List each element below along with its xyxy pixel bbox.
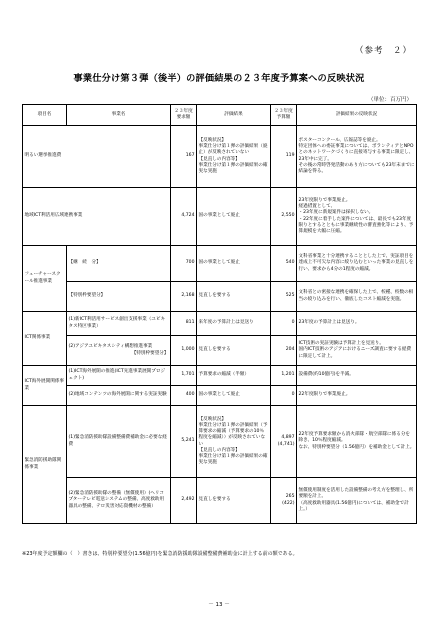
table-row [23, 336, 417, 366]
header-request: ２３年度 要求額 [171, 105, 197, 126]
header-item: 項目名 [23, 105, 67, 126]
reflection-status: ICT技術の実証実験は予算計上を見送り。 国内ICT技術のアジアにおけるニーズ調査に要する経費に限定して計上。 [297, 336, 417, 366]
reflection-status: 23年度の予算計上は見送り。 [297, 312, 417, 336]
table-row [23, 188, 417, 246]
item-name: 地域ICT利活用広域連携事業 [23, 188, 171, 246]
reflection-status: ポスターコンクール、広報誌等を廃止。 特定団体への委託事業については、ボランティアとNPOとのネットワークづくりに直接寄与する事業に限定し、23年中に完了。 その後の常時啓発活動のあり方についても23年末までに結論を得る。 [297, 126, 417, 188]
item-name: ICT関係事業 [23, 312, 67, 366]
reflection-status: 22年度予算要求額から消火部隊・航空部隊に係る分を除き、10％程度縮減。 なお、特別枠要望分（1.56億円）を補助金として計上。 [297, 406, 417, 478]
request-amount: 4,724 [171, 188, 197, 246]
request-amount: 1,000 [171, 336, 197, 366]
reflection-status: 無償使用制度を活用した設備整備の考え方を整理し、所要額を計上。 （高度救助用器具(1.56億円)については、補助金で計上。） [297, 478, 417, 524]
request-amount: 2,168 [171, 282, 197, 312]
reference-label: （参考 ２） [354, 46, 412, 56]
request-amount: 5,241 [171, 406, 197, 478]
table-row [23, 126, 417, 188]
header-budget: ２３年度 予算額 [271, 105, 297, 126]
evaluation-result: 【反映状況】 事業仕分け第１弾の評価結果（予算要求の縮減（予算要求の10％程度を縮減））が反映されていない 【見直しの内容等】 事業仕分け第１弾の評価結果の確実な実施 [197, 406, 271, 478]
request-amount: 400 [171, 386, 197, 406]
item-name: フューチャースクール推進事業 [23, 246, 67, 312]
project-name: (2)緊急消防援助隊の整備（無償使用）(ヘリコプターテレビ電送システムの整備、高度救助用器具の整備、テロ災害対応資機材の整備） [67, 478, 171, 524]
table-header-row [23, 105, 417, 126]
budget-amount: 2,550 [271, 188, 297, 246]
project-name: (2)地域コンテンツの海外展開に関する実証実験 [67, 386, 171, 406]
reflection-status: 23年度限りで事業廃止。 経過措置として、 ・23年度に新規案件は採択しない。 ・22年度に着手した案件については、最長でも23年度限りとするとともに事業継続性の審査強化等により、予算規模を大幅に圧縮。 [297, 188, 417, 246]
project-name: (1)緊急消防援助隊設備整備費補助金に必要な経費 [67, 406, 171, 478]
budget-amount: 540 [271, 246, 297, 282]
budget-amount: 4,897 (4,741) [271, 406, 297, 478]
table-row [23, 246, 417, 282]
evaluation-result: 来年度の予算計上は見送り [197, 312, 271, 336]
table-row [23, 478, 417, 524]
budget-amount: 265 (422) [271, 478, 297, 524]
project-name: (1)新ICT利活用サービス創出支援事業（ユビキタス特区事業） [67, 312, 171, 336]
budget-amount: 0 [271, 386, 297, 406]
reflection-status: 文科省事業と十分連携することとした上で、実証項目を達成上不可欠な内容に絞り込むといった事業の見直しを行い、要求から4分の1程度の縮減。 [297, 246, 417, 282]
table-row [23, 406, 417, 478]
results-table [22, 104, 417, 524]
unit-label: （単位：百万円） [367, 97, 412, 103]
budget-amount: 204 [271, 336, 297, 366]
table-row [23, 366, 417, 386]
header-reflection: 評価結果の反映状況 [297, 105, 417, 126]
page-title: 事業仕分け第３弾（後半）の評価結果の２３年度予算案への反映状況 [73, 73, 365, 84]
reflection-status: 22年度限りで事業廃止。 [297, 386, 417, 406]
project-name: (2)アジアユビキタスシティ構想推進事業 【特別枠要望分】 [67, 336, 171, 366]
item-name: 緊急消防援助隊関係事業 [23, 406, 67, 524]
item-name: 明るい選挙推進費 [23, 126, 171, 188]
evaluation-result: 見直しを要する [197, 282, 271, 312]
header-evaluation: 評価結果 [197, 105, 271, 126]
reflection-status: 文科省との密接な連携を確保した上で、校種、校数の相当の絞り込みを行い、徹底したコスト縮減を実施。 [297, 282, 417, 312]
evaluation-result: 見直しを要する [197, 336, 271, 366]
request-amount: 811 [171, 312, 197, 336]
evaluation-result: 国の事業として廃止 [197, 246, 271, 282]
budget-amount: 1,201 [271, 366, 297, 386]
table-row [23, 282, 417, 312]
item-name: ICT海外展開関係事業 [23, 366, 67, 406]
reflection-status: 設備費(約10億円)を半減。 [297, 366, 417, 386]
budget-amount: 0 [271, 312, 297, 336]
project-name: (1)ICT海外展開の推進(ICT先進事業展開プロジェクト) [67, 366, 171, 386]
budget-amount: 119 [271, 126, 297, 188]
evaluation-result: 国の事業として廃止 [197, 386, 271, 406]
evaluation-result: 見直しを要する [197, 478, 271, 524]
project-name: 【特別枠要望分】 [67, 282, 171, 312]
project-name: 【継 続 分】 [67, 246, 171, 282]
evaluation-result: 国の事業として廃止 [197, 188, 271, 246]
table-row [23, 312, 417, 336]
request-amount: 167 [171, 126, 197, 188]
evaluation-result: 【反映状況】 事業仕分け第１弾の評価結果（廃止）が反映されていない 【見直しの内容等】 事業仕分け第１弾の評価結果の確実な実施 [197, 126, 271, 188]
table-row [23, 386, 417, 406]
header-project: 事業名 [67, 105, 171, 126]
footnote: ※23年度予定額欄の（ ）書きは、特別枠要望分(1.56億円)を緊急消防援助隊設備整備費補助金に計上する前の額である。 [22, 551, 298, 557]
request-amount: 1,701 [171, 366, 197, 386]
evaluation-result: 予算要求の縮減（半額） [197, 366, 271, 386]
page-number: － 13 － [208, 602, 230, 608]
budget-amount: 525 [271, 282, 297, 312]
request-amount: 2,492 [171, 478, 197, 524]
request-amount: 700 [171, 246, 197, 282]
